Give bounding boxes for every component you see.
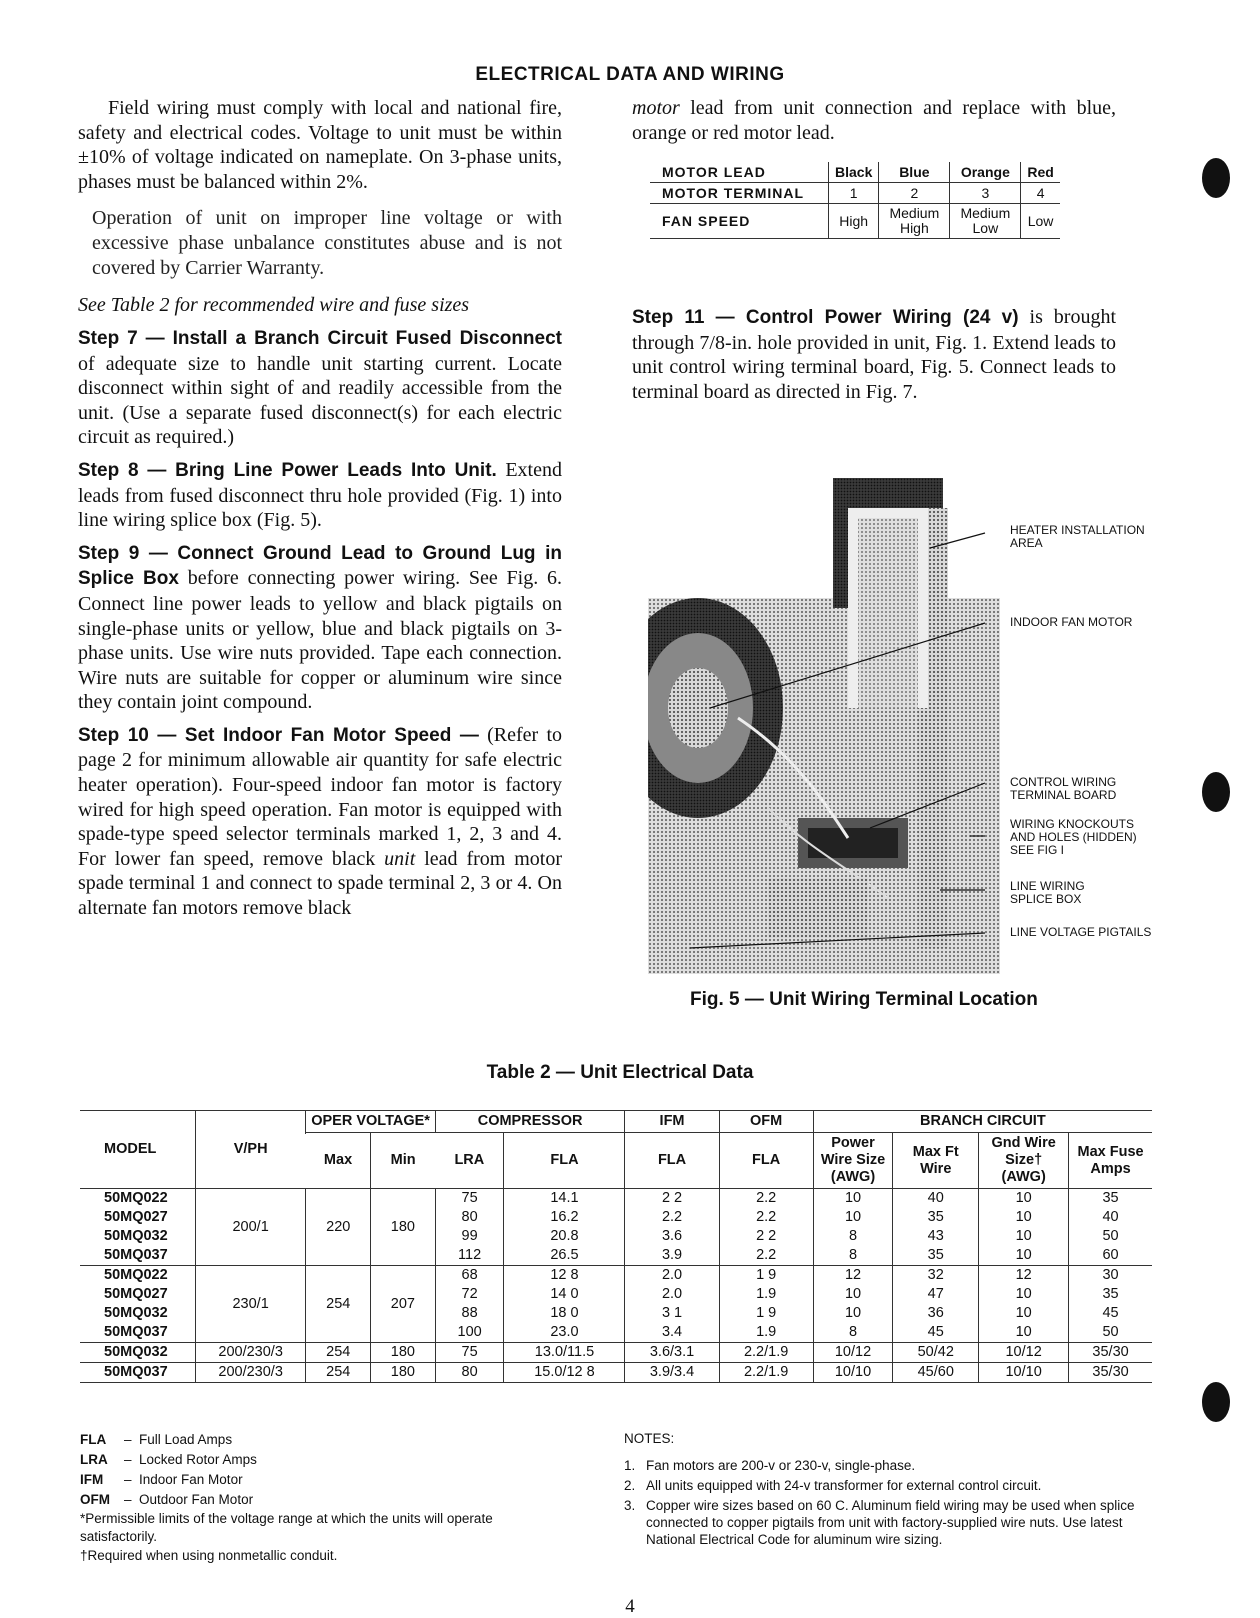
cell-ifm-fla: 2.0 bbox=[625, 1266, 719, 1286]
header-ifm-fla: FLA bbox=[625, 1133, 719, 1189]
cell-lra: 75 bbox=[435, 1189, 504, 1209]
cell-max-ft: 50/42 bbox=[893, 1343, 979, 1363]
cell-max-ft: 43 bbox=[893, 1227, 979, 1246]
cell-max-fuse: 50 bbox=[1069, 1323, 1152, 1343]
cell-ofm-fla: 2.2 bbox=[719, 1189, 813, 1209]
cell-gnd-wire: 10 bbox=[979, 1227, 1069, 1246]
cell-power-wire: 10 bbox=[813, 1189, 893, 1209]
cell-comp-fla: 13.0/11.5 bbox=[504, 1343, 625, 1363]
cell-comp-fla: 16.2 bbox=[504, 1208, 625, 1227]
cell-gnd-wire: 10 bbox=[979, 1208, 1069, 1227]
legend-item: IFM – Indoor Fan Motor bbox=[80, 1472, 243, 1487]
cell-ifm-fla: 2 2 bbox=[625, 1189, 719, 1209]
cell-model: 50MQ037 bbox=[104, 1247, 168, 1263]
legend-item: LRA – Locked Rotor Amps bbox=[80, 1452, 257, 1467]
cell-lra: 100 bbox=[435, 1323, 504, 1343]
cell-ifm-fla: 3.4 bbox=[625, 1323, 719, 1343]
callout-line-voltage-pigtails: LINE VOLTAGE PIGTAILS bbox=[1010, 925, 1152, 939]
step-8-heading: Step 8 — Bring Line Power Leads Into Unit. bbox=[78, 459, 497, 481]
cell-max: 220 bbox=[306, 1189, 371, 1266]
cell-max-ft: 36 bbox=[893, 1304, 979, 1323]
cell-max: 254 bbox=[306, 1363, 371, 1383]
step-10 bbox=[78, 723, 562, 921]
step-10-body-b: lead from motor spade terminal 1 and connect to spade terminal 2, 3 or 4. On alternate fan motors remove black bbox=[78, 847, 563, 920]
lead-black: Black bbox=[829, 162, 879, 183]
cell-max-fuse: 30 bbox=[1069, 1266, 1152, 1286]
header-compressor: COMPRESSOR bbox=[435, 1111, 625, 1133]
right-column-continuation bbox=[632, 96, 1116, 145]
cell-comp-fla: 18 0 bbox=[504, 1304, 625, 1323]
cell-ofm-fla: 2.2 bbox=[719, 1246, 813, 1266]
header-power-wire: Power Wire Size (AWG) bbox=[813, 1133, 893, 1189]
cell-vph: 200/230/3 bbox=[195, 1343, 306, 1363]
warning-box: Operation of unit on improper line voltage or with excessive phase unbalance constitutes abuse and is not covered by Carrier Warranty. bbox=[92, 207, 562, 280]
cell-min: 207 bbox=[371, 1266, 436, 1343]
step-10-unit: unit bbox=[384, 847, 416, 870]
step-11-heading: Step 11 — Control Power Wiring (24 v) bbox=[632, 307, 1019, 328]
cell-power-wire: 8 bbox=[813, 1246, 893, 1266]
cell-max-fuse: 35/30 bbox=[1069, 1363, 1152, 1383]
cell-ifm-fla: 2.0 bbox=[625, 1285, 719, 1304]
cell-max-fuse: 60 bbox=[1069, 1246, 1152, 1266]
header-ofm: OFM bbox=[719, 1111, 813, 1133]
cell-model: 50MQ032 bbox=[104, 1305, 168, 1321]
cell-ofm-fla: 2.2/1.9 bbox=[719, 1363, 813, 1383]
lead-red: Red bbox=[1021, 162, 1060, 183]
binder-hole bbox=[1202, 772, 1230, 812]
header-max-fuse: Max Fuse Amps bbox=[1069, 1133, 1152, 1189]
motor-speed-table bbox=[650, 162, 1060, 239]
callout-line-splice-box: LINE WIRING SPLICE BOX bbox=[1010, 879, 1085, 906]
cell-ifm-fla: 2.2 bbox=[625, 1208, 719, 1227]
callout-wiring-knockouts: WIRING KNOCKOUTS AND HOLES (HIDDEN) SEE FIG I bbox=[1010, 817, 1137, 857]
header-model: MODEL bbox=[80, 1111, 195, 1189]
cell-model: 50MQ022 bbox=[80, 1189, 195, 1209]
step-8-body: Extend leads from fused disconnect thru hole provided (Fig. 1) into line wiring splice box (Fig. 5). bbox=[78, 458, 562, 532]
header-min: Min bbox=[371, 1133, 436, 1189]
cell-ifm-fla: 3.9/3.4 bbox=[625, 1363, 719, 1383]
continuation-motor: motor bbox=[632, 97, 680, 119]
cell-min: 180 bbox=[371, 1189, 436, 1266]
page-number: 4 bbox=[625, 1596, 635, 1617]
cell-ofm-fla: 1 9 bbox=[719, 1266, 813, 1286]
cell-lra: 68 bbox=[435, 1266, 504, 1286]
step-7 bbox=[78, 326, 562, 450]
lead-orange: Orange bbox=[950, 162, 1021, 183]
cell-gnd-wire: 10 bbox=[979, 1323, 1069, 1343]
cell-gnd-wire: 10/12 bbox=[979, 1343, 1069, 1363]
left-column bbox=[78, 96, 562, 921]
cell-power-wire: 8 bbox=[813, 1323, 893, 1343]
cell-max-ft: 40 bbox=[893, 1189, 979, 1209]
table-row bbox=[80, 1266, 1152, 1286]
step-7-body: of adequate size to handle unit starting current. Locate disconnect within sight of and readily accessible from the unit. (Use a separate fused disconnect(s) for each electric circuit as required.) bbox=[78, 352, 562, 449]
lead-blue: Blue bbox=[879, 162, 950, 183]
cell-max-ft: 45 bbox=[893, 1323, 979, 1343]
cell-ifm-fla: 3 1 bbox=[625, 1304, 719, 1323]
page-title: ELECTRICAL DATA AND WIRING bbox=[475, 64, 785, 85]
cell-model: 50MQ032 bbox=[104, 1228, 168, 1244]
cell-ifm-fla: 3.6 bbox=[625, 1227, 719, 1246]
header-comp-fla: FLA bbox=[504, 1133, 625, 1189]
continuation-text: lead from unit connection and replace with blue, orange or red motor lead. bbox=[632, 97, 1117, 144]
cell-lra: 80 bbox=[435, 1208, 504, 1227]
cell-gnd-wire: 10 bbox=[979, 1304, 1069, 1323]
cell-model: 50MQ037 bbox=[104, 1324, 168, 1340]
step-7-heading: Step 7 — Install a Branch Circuit Fused Disconnect bbox=[78, 327, 562, 349]
callout-leader-lines bbox=[640, 478, 1000, 978]
cell-comp-fla: 14.1 bbox=[504, 1189, 625, 1209]
cell-lra: 72 bbox=[435, 1285, 504, 1304]
header-max-ft-wire: Max Ft Wire bbox=[893, 1133, 979, 1189]
cell-max-fuse: 35/30 bbox=[1069, 1343, 1152, 1363]
table-row bbox=[80, 1189, 1152, 1209]
cell-max-fuse: 35 bbox=[1069, 1285, 1152, 1304]
cell-power-wire: 10 bbox=[813, 1208, 893, 1227]
abbreviation-legend bbox=[80, 1430, 550, 1566]
binder-hole bbox=[1202, 158, 1230, 198]
cell-vph: 200/230/3 bbox=[195, 1363, 306, 1383]
row-label-fan-speed: FAN SPEED bbox=[650, 204, 829, 239]
legend-item: FLA – Full Load Amps bbox=[80, 1432, 233, 1447]
note-item: 3. Copper wire sizes based on 60 C. Aluminum field wiring may be used when splice connected to copper pigtails from unit with factory-supplied wire nuts. Use latest National Electrical Code for aluminum wire sizing. bbox=[624, 1498, 1135, 1547]
step-11 bbox=[632, 305, 1116, 404]
cell-model: 50MQ027 bbox=[104, 1209, 168, 1225]
terminal-1: 1 bbox=[829, 183, 879, 204]
cell-comp-fla: 20.8 bbox=[504, 1227, 625, 1246]
cell-max-fuse: 45 bbox=[1069, 1304, 1152, 1323]
callout-heater-area: HEATER INSTALLATION AREA bbox=[1010, 523, 1145, 550]
electrical-data-body bbox=[80, 1189, 1152, 1383]
header-gnd-wire: Gnd Wire Size† (AWG) bbox=[979, 1133, 1069, 1189]
cell-model: 50MQ022 bbox=[80, 1266, 195, 1286]
cell-lra: 75 bbox=[435, 1343, 504, 1363]
cell-comp-fla: 15.0/12 8 bbox=[504, 1363, 625, 1383]
table-row bbox=[80, 1343, 1152, 1363]
cell-gnd-wire: 10/10 bbox=[979, 1363, 1069, 1383]
cell-ifm-fla: 3.6/3.1 bbox=[625, 1343, 719, 1363]
speed-high: High bbox=[829, 204, 879, 239]
step-9-body: before connecting power wiring. See Fig. 6. Connect line power leads to yellow and black pigtails on single-phase units or yellow, blue and black pigtails on 3-phase units. Use wire nuts provided. Tape each connection. Wire nuts are suitable for copper or aluminum wire since they contain joint compound. bbox=[78, 567, 563, 714]
cell-ofm-fla: 1.9 bbox=[719, 1285, 813, 1304]
cell-ofm-fla: 2.2/1.9 bbox=[719, 1343, 813, 1363]
cell-gnd-wire: 10 bbox=[979, 1285, 1069, 1304]
cell-max-fuse: 50 bbox=[1069, 1227, 1152, 1246]
row-label-motor-lead: MOTOR LEAD bbox=[650, 162, 829, 183]
table-2-caption: Table 2 — Unit Electrical Data bbox=[486, 1062, 754, 1083]
terminal-4: 4 bbox=[1021, 183, 1060, 204]
row-label-motor-terminal: MOTOR TERMINAL bbox=[650, 183, 829, 204]
speed-medium-low: Medium Low bbox=[950, 204, 1021, 239]
notes-title: NOTES: bbox=[624, 1431, 675, 1446]
cell-gnd-wire: 10 bbox=[979, 1246, 1069, 1266]
cell-lra: 112 bbox=[435, 1246, 504, 1266]
terminal-2: 2 bbox=[879, 183, 950, 204]
header-oper-voltage: OPER VOLTAGE* bbox=[306, 1111, 435, 1133]
cell-power-wire: 10 bbox=[813, 1304, 893, 1323]
cell-power-wire: 10 bbox=[813, 1285, 893, 1304]
note-item: 2. All units equipped with 24-v transformer for external control circuit. bbox=[624, 1478, 1042, 1493]
footnote-voltage: *Permissible limits of the voltage range at which the units will operate satisfactorily. bbox=[80, 1511, 493, 1544]
notes-section bbox=[624, 1430, 1144, 1548]
step-9 bbox=[78, 541, 562, 715]
header-lra: LRA bbox=[435, 1133, 504, 1189]
cell-power-wire: 10/10 bbox=[813, 1363, 893, 1383]
table-row bbox=[80, 1363, 1152, 1383]
speed-low: Low bbox=[1021, 204, 1060, 239]
speed-medium-high: Medium High bbox=[879, 204, 950, 239]
step-11-body: is brought through 7/8-in. hole provided in unit, Fig. 1. Extend leads to unit control wiring terminal board, Fig. 5. Connect leads to terminal board as directed in Fig. 7. bbox=[632, 306, 1117, 403]
cell-max-fuse: 40 bbox=[1069, 1208, 1152, 1227]
cell-lra: 88 bbox=[435, 1304, 504, 1323]
cell-comp-fla: 26.5 bbox=[504, 1246, 625, 1266]
intro-paragraph: Field wiring must comply with local and national fire, safety and electrical codes. Voltage to unit must be within ±10% of voltage indicated on nameplate. On 3-phase units, phases must be balanced within 2%. bbox=[78, 97, 562, 193]
header-ifm: IFM bbox=[625, 1111, 719, 1133]
cell-max-ft: 35 bbox=[893, 1208, 979, 1227]
cell-model: 50MQ037 bbox=[80, 1363, 195, 1383]
step-10-body-a: (Refer to page 2 for minimum allowable air quantity for safe electric heater operation). Four-speed indoor fan motor is factory wired for high speed operation. Fan motor is equipped with spade-type speed selector terminals marked 1, 2, 3 and 4. For lower fan speed, remove black bbox=[78, 723, 562, 870]
cell-comp-fla: 14 0 bbox=[504, 1285, 625, 1304]
terminal-3: 3 bbox=[950, 183, 1021, 204]
cell-ofm-fla: 1.9 bbox=[719, 1323, 813, 1343]
cell-max-ft: 47 bbox=[893, 1285, 979, 1304]
callout-indoor-fan-motor: INDOOR FAN MOTOR bbox=[1010, 615, 1133, 629]
step-9-heading: Step 9 — Connect Ground Lead to Ground Lug in Splice Box bbox=[78, 542, 562, 590]
step-8 bbox=[78, 458, 562, 533]
cell-comp-fla: 12 8 bbox=[504, 1266, 625, 1286]
electrical-data-table bbox=[80, 1110, 1152, 1383]
step-10-heading: Step 10 — Set Indoor Fan Motor Speed — bbox=[78, 724, 479, 746]
cell-power-wire: 12 bbox=[813, 1266, 893, 1286]
cell-ofm-fla: 2 2 bbox=[719, 1227, 813, 1246]
cell-ofm-fla: 1 9 bbox=[719, 1304, 813, 1323]
callout-control-wiring-board: CONTROL WIRING TERMINAL BOARD bbox=[1010, 775, 1117, 802]
cell-gnd-wire: 12 bbox=[979, 1266, 1069, 1286]
cell-vph: 230/1 bbox=[195, 1266, 306, 1343]
footnote-conduit: †Required when using nonmetallic conduit. bbox=[80, 1548, 338, 1563]
cell-max-ft: 45/60 bbox=[893, 1363, 979, 1383]
cell-max-ft: 32 bbox=[893, 1266, 979, 1286]
cell-lra: 99 bbox=[435, 1227, 504, 1246]
header-max: Max bbox=[306, 1133, 371, 1189]
header-ofm-fla: FLA bbox=[719, 1133, 813, 1189]
header-vph: V/PH bbox=[195, 1111, 306, 1189]
cell-power-wire: 8 bbox=[813, 1227, 893, 1246]
cell-max: 254 bbox=[306, 1266, 371, 1343]
cell-gnd-wire: 10 bbox=[979, 1189, 1069, 1209]
cell-vph: 200/1 bbox=[195, 1189, 306, 1266]
cell-power-wire: 10/12 bbox=[813, 1343, 893, 1363]
cell-model: 50MQ032 bbox=[80, 1343, 195, 1363]
cell-comp-fla: 23.0 bbox=[504, 1323, 625, 1343]
cell-max-ft: 35 bbox=[893, 1246, 979, 1266]
cell-ofm-fla: 2.2 bbox=[719, 1208, 813, 1227]
cell-lra: 80 bbox=[435, 1363, 504, 1383]
table-reference: See Table 2 for recommended wire and fuse sizes bbox=[78, 294, 470, 317]
figure-caption: Fig. 5 — Unit Wiring Terminal Location bbox=[690, 989, 1038, 1010]
cell-max: 254 bbox=[306, 1343, 371, 1363]
binder-hole bbox=[1202, 1382, 1230, 1422]
cell-ifm-fla: 3.9 bbox=[625, 1246, 719, 1266]
legend-item: OFM – Outdoor Fan Motor bbox=[80, 1492, 254, 1507]
cell-min: 180 bbox=[371, 1363, 436, 1383]
cell-model: 50MQ027 bbox=[104, 1286, 168, 1302]
note-item: 1. Fan motors are 200-v or 230-v, single-phase. bbox=[624, 1458, 916, 1473]
cell-max-fuse: 35 bbox=[1069, 1189, 1152, 1209]
header-branch-circuit: BRANCH CIRCUIT bbox=[813, 1111, 1152, 1133]
cell-min: 180 bbox=[371, 1343, 436, 1363]
